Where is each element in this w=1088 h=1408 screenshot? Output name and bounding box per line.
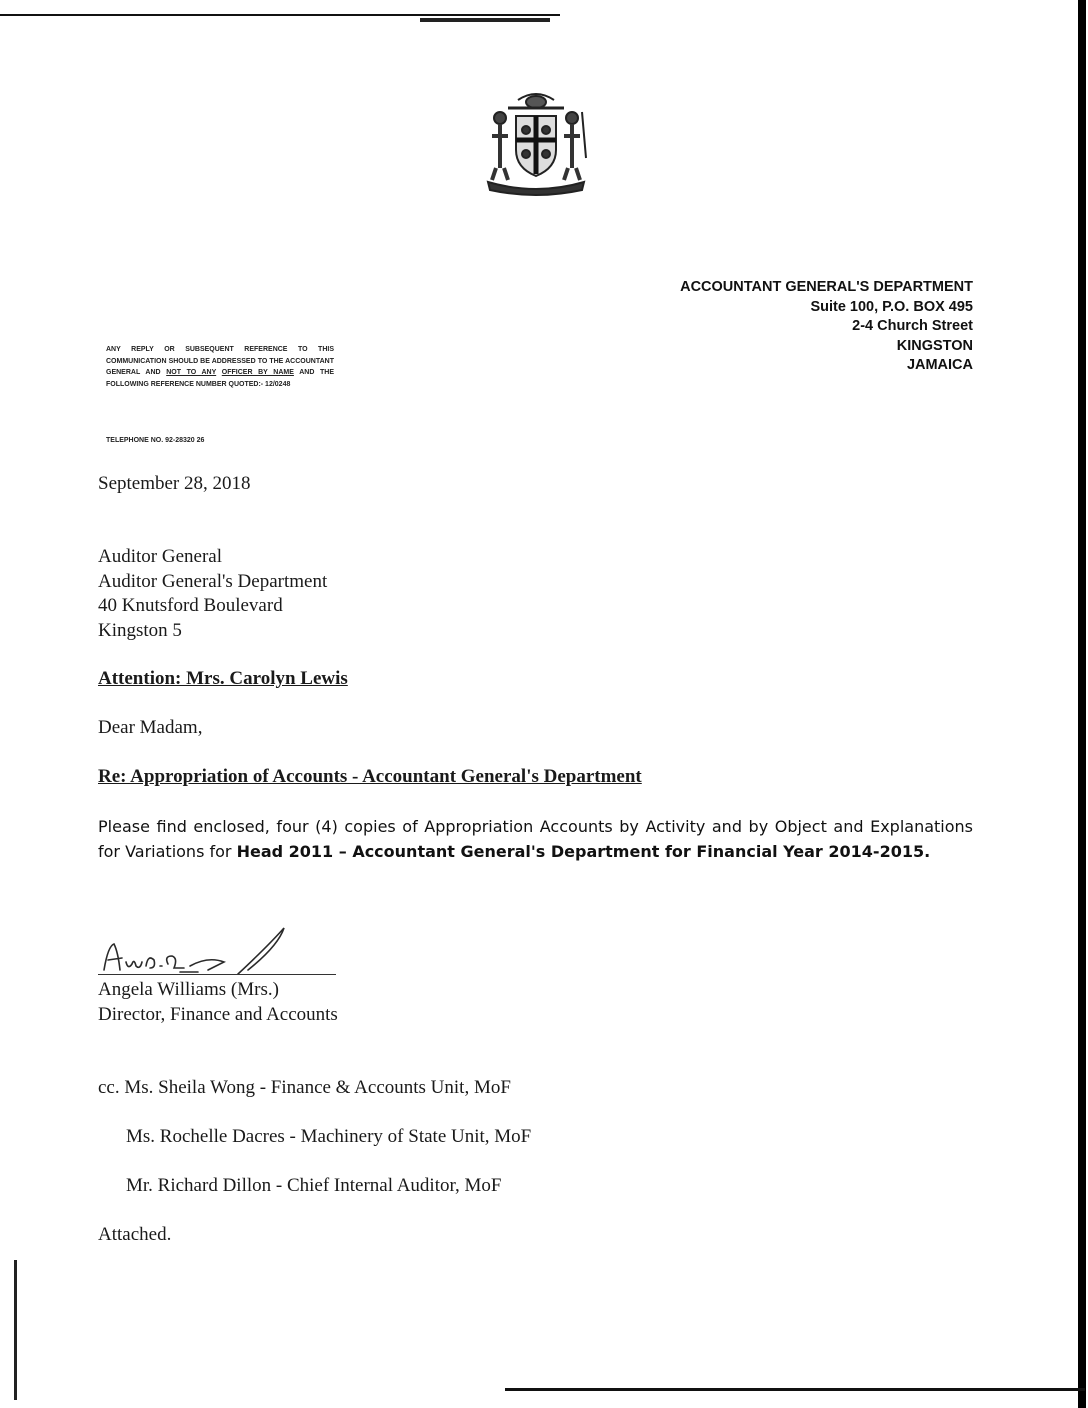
scan-edge-top [0, 14, 560, 16]
recipient-address [98, 545, 327, 643]
scan-edge-bottom [505, 1388, 1085, 1391]
recipient-line-1: Auditor General [98, 546, 222, 567]
signature-line [98, 974, 336, 975]
signer-block [98, 978, 338, 1027]
body-bold-text: Head 2011 – Accountant General's Department for Financial Year 2014-2015. [236, 842, 931, 861]
reply-notice-part2: AND THE FOLLOWING REFERENCE NUMBER QUOTED:- 12/0248 [106, 369, 335, 388]
salutation: Dear Madam, [98, 717, 203, 738]
department-name: ACCOUNTANT GENERAL'S DEPARTMENT [680, 279, 973, 295]
recipient-line-4: Kingston 5 [98, 619, 182, 641]
attention-line: Attention: Mrs. Carolyn Lewis [98, 668, 348, 689]
signer-title: Director, Finance and Accounts [98, 1003, 338, 1025]
department-address [680, 278, 973, 376]
coat-of-arms-icon [478, 88, 594, 196]
department-street: 2-4 Church Street [852, 318, 973, 334]
recipient-line-2: Auditor General's Department [98, 570, 328, 592]
scan-edge-right [1078, 0, 1086, 1408]
cc-line-2: Ms. Rochelle Dacres - Machinery of State Unit, MoF [126, 1126, 532, 1147]
telephone-number: TELEPHONE NO. 92-28320 26 [106, 437, 205, 444]
body-paragraph [98, 814, 973, 864]
subject-line: Re: Appropriation of Accounts - Accountant General's Department [98, 766, 642, 787]
department-suite: Suite 100, P.O. BOX 495 [810, 298, 973, 315]
attached-note: Attached. [98, 1224, 172, 1245]
cc-line-3: Mr. Richard Dillon - Chief Internal Auditor, MoF [126, 1175, 502, 1196]
body-text: Please find enclosed, four (4) copies of Appropriation Accounts by Activity and by Object and Explanations for Variations for [98, 817, 973, 861]
department-country: JAMAICA [906, 357, 973, 373]
scan-edge-top-mark [420, 18, 550, 22]
department-city: KINGSTON [896, 337, 973, 354]
reply-notice [106, 344, 334, 390]
reply-notice-part1: ANY REPLY OR SUBSEQUENT REFERENCE TO THIS COMMUNICATION SHOULD BE ADDRESSED TO THE ACCOUNTANT GENERAL AND [106, 346, 334, 376]
letter-date: September 28, 2018 [98, 473, 251, 494]
reply-notice-officer: OFFICER BY NAME [221, 369, 294, 376]
reply-notice-not-to-any: NOT TO ANY [166, 369, 217, 376]
recipient-line-3: 40 Knutsford Boulevard [98, 595, 283, 616]
scan-edge-left [14, 1260, 17, 1400]
signer-name: Angela Williams (Mrs.) [98, 979, 279, 1000]
handwritten-signature [98, 926, 338, 978]
cc-line-1: cc. Ms. Sheila Wong - Finance & Accounts Unit, MoF [98, 1077, 511, 1098]
